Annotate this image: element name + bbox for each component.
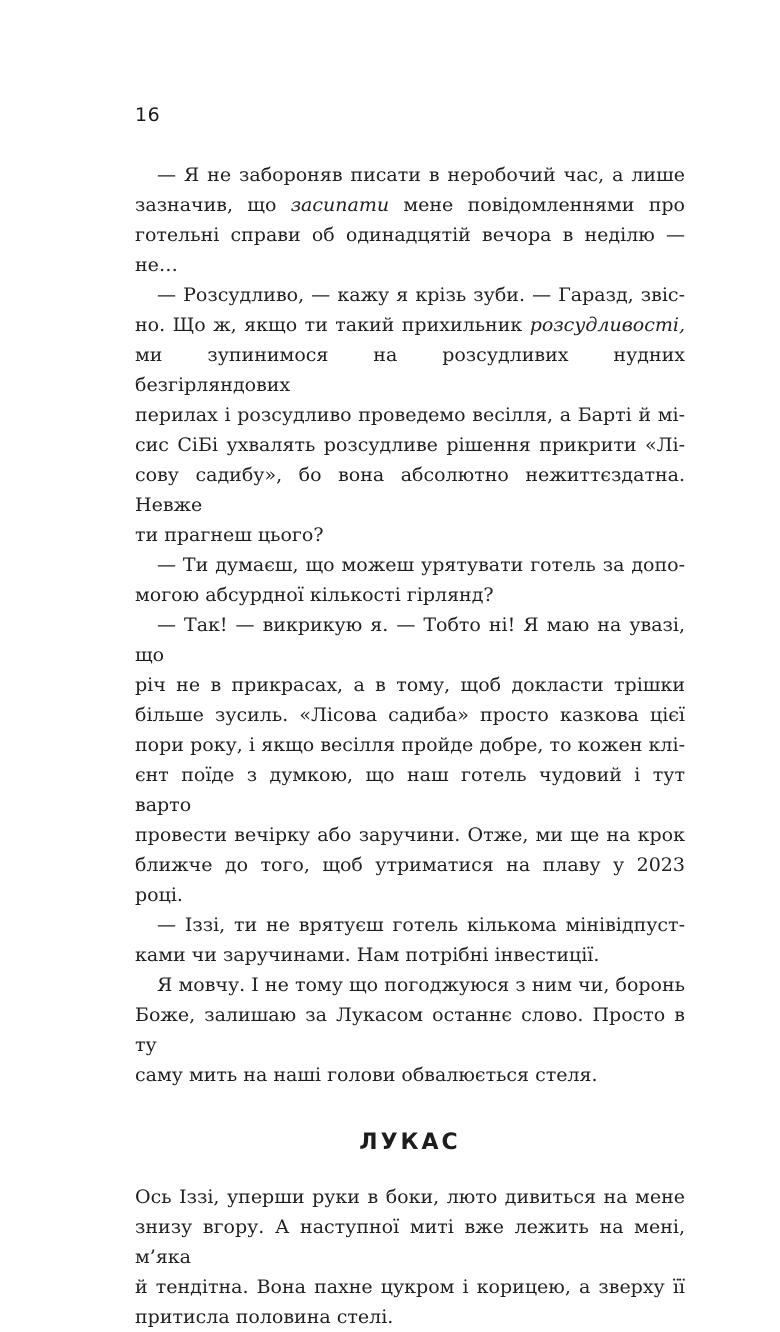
- text-line: [135, 1212, 685, 1272]
- body-text: зазначив, що: [135, 194, 291, 216]
- text-column: [135, 160, 685, 1332]
- body-text: ти прагнеш цього?: [135, 524, 324, 546]
- text-line: [135, 1060, 685, 1090]
- body-text: могою абсурдної кількості гірлянд?: [135, 584, 494, 606]
- body-text: річ не в прикрасах, а в тому, щоб докласти трішки: [135, 674, 685, 696]
- text-line: [135, 340, 685, 400]
- page-number: 16: [135, 104, 161, 126]
- body-text: перилах і розсудливо проведемо весілля, а Барті й мі-: [135, 404, 685, 426]
- text-line: [135, 850, 685, 910]
- text-line: [135, 1182, 685, 1212]
- text-line: [135, 580, 685, 610]
- paragraph: [135, 910, 685, 970]
- body-text: мене повідомленнями про: [389, 194, 685, 216]
- body-text: саму мить на наші голови обвалюється стеля.: [135, 1064, 598, 1086]
- text-line: [135, 730, 685, 760]
- body-text: сову садибу», бо вона абсолютно нежиттєздатна. Невже: [135, 464, 685, 516]
- text-line: [135, 610, 685, 670]
- body-text: но. Що ж, якщо ти такий прихильник: [135, 314, 530, 336]
- body-text: й тендітна. Вона пахне цукром і корицею, а зверху її: [135, 1276, 685, 1298]
- paragraph: [135, 160, 685, 280]
- paragraph: [135, 1182, 685, 1332]
- text-line: [135, 1272, 685, 1302]
- paragraph: [135, 550, 685, 610]
- body-text: — Розсудливо, — кажу я крізь зуби. — Гаразд, звіс-: [157, 284, 685, 306]
- paragraph: [135, 610, 685, 910]
- body-text: ближче до того, щоб утриматися на плаву у 2023 році.: [135, 854, 685, 906]
- text-line: [135, 910, 685, 940]
- text-line: [135, 1302, 685, 1332]
- body-text: сис СіБі ухвалять розсудливе рішення прикрити «Лі-: [135, 434, 685, 456]
- text-line: [135, 670, 685, 700]
- text-line: [135, 520, 685, 550]
- text-line: [135, 310, 685, 340]
- italic-text: розсудливості,: [529, 314, 685, 336]
- text-line: [135, 460, 685, 520]
- text-line: [135, 1000, 685, 1060]
- paragraph: [135, 280, 685, 550]
- text-line: [135, 220, 685, 280]
- text-line: [135, 400, 685, 430]
- body-text: притисла половина стелі.: [135, 1306, 394, 1328]
- body-text: — Я не забороняв писати в неробочий час, а лише: [157, 164, 685, 186]
- text-line: [135, 160, 685, 190]
- text-line: [135, 970, 685, 1000]
- body-text: провести вечірку або заручини. Отже, ми ще на крок: [135, 824, 685, 846]
- text-line: [135, 430, 685, 460]
- body-text: пори року, і якщо весілля пройде добре, то кожен клі-: [135, 734, 685, 756]
- paragraph: [135, 970, 685, 1090]
- text-line: [135, 190, 685, 220]
- body-text: — Ти думаєш, що можеш урятувати готель за допо-: [157, 554, 685, 576]
- section-heading: ЛУКАС: [359, 1130, 461, 1155]
- text-line: [135, 940, 685, 970]
- body-text: ками чи заручинами. Нам потрібні інвестиції.: [135, 944, 600, 966]
- italic-text: засипати: [290, 194, 390, 216]
- text-line: [135, 760, 685, 820]
- text-line: [135, 550, 685, 580]
- body-text: готельні справи об одинадцятій вечора в неділю — не…: [135, 224, 685, 276]
- text-line: [135, 820, 685, 850]
- body-text: знизу вгору. А наступної миті вже лежить на мені, м’яка: [135, 1216, 685, 1268]
- body-text: Ось Іззі, уперши руки в боки, люто дивиться на мене: [135, 1186, 685, 1208]
- body-text: єнт поїде з думкою, що наш готель чудовий і тут варто: [135, 764, 685, 816]
- body-text: ми зупинимося на розсудливих нудних безгірляндових: [135, 344, 685, 396]
- text-line: [135, 700, 685, 730]
- body-text: Боже, залишаю за Лукасом останнє слово. Просто в ту: [135, 1004, 685, 1056]
- body-text: — Так! — викрикую я. — Тобто ні! Я маю на увазі, що: [135, 614, 685, 666]
- body-text: більше зусиль. «Лісова садиба» просто казкова цієї: [135, 704, 685, 726]
- text-line: [135, 280, 685, 310]
- body-text: Я мовчу. І не тому що погоджуюся з ним чи, боронь: [157, 974, 685, 996]
- body-text: — Іззі, ти не врятуєш готель кількома мінівідпуст-: [157, 914, 685, 936]
